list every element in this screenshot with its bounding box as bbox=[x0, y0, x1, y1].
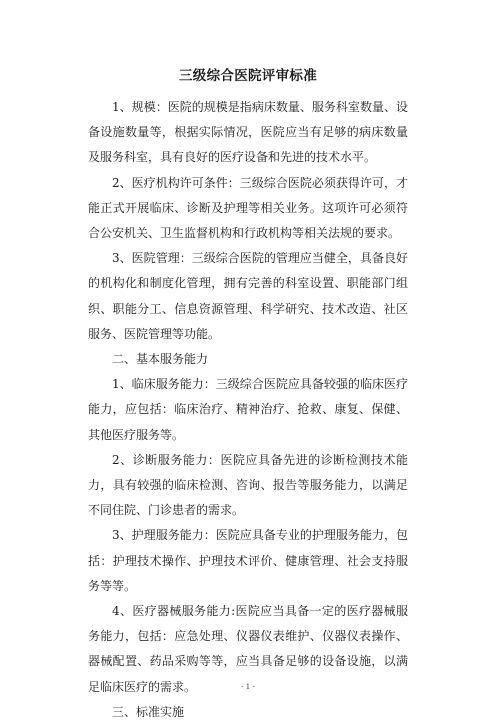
paragraph-nursing: 3、护理服务能力：医院应具备专业的护理服务能力，包括：护理技术操作、护理技术评价、健康管理、社会支持服务等等。 bbox=[88, 528, 408, 593]
section-heading-basic-service: 二、基本服务能力 bbox=[112, 352, 209, 367]
paragraph-clinical: 1、临床服务能力：三级综合医院应具备较强的临床医疗能力，应包括：临床治疗、精神治疗、抢救、康复、保健、其他医疗服务等。 bbox=[88, 377, 408, 442]
paragraph-equipment: 4、医疗器械服务能力:医院应当具备一定的医疗器械服务能力，包括：应急处理、仪器仪表维护、仪器仪表操作、器械配置、药品采购等等，应当具备足够的设备设施，以满足临床医疗的需求。 bbox=[88, 604, 408, 694]
paragraph-scale: 1、规模：医院的规模是指病床数量、服务科室数量、设备设施数量等，根据实际情况，医院应当有足够的病床数量及服务科室，具有良好的医疗设备和先进的技术水平。 bbox=[88, 100, 408, 165]
section-heading-implementation: 三、标准实施 bbox=[112, 704, 185, 719]
document-body bbox=[88, 95, 408, 725]
paragraph-license: 2、医疗机构许可条件：三级综合医院必须获得许可，才能正式开展临床、诊断及护理等相关业务。这项许可必须符合公安机关、卫生监督机构和行政机构等相关法规的要求。 bbox=[88, 175, 408, 241]
document-title: 三级综合医院评审标准 bbox=[179, 68, 317, 84]
paragraph-management: 3、医院管理：三级综合医院的管理应当健全，具备良好的机构化和制度化管理，拥有完善的科室设置、职能部门组织、职能分工、信息资源管理、科学研究、技术改造、社区服务、医院管理等功能。 bbox=[88, 251, 408, 341]
page-number: - 1 - bbox=[241, 683, 255, 691]
paragraph-diagnosis: 2、诊断服务能力：医院应具备先进的诊断检测技术能力，具有较强的临床检测、咨询、报告等服务能力，以满足不同住院、门诊患者的需求。 bbox=[88, 452, 408, 518]
